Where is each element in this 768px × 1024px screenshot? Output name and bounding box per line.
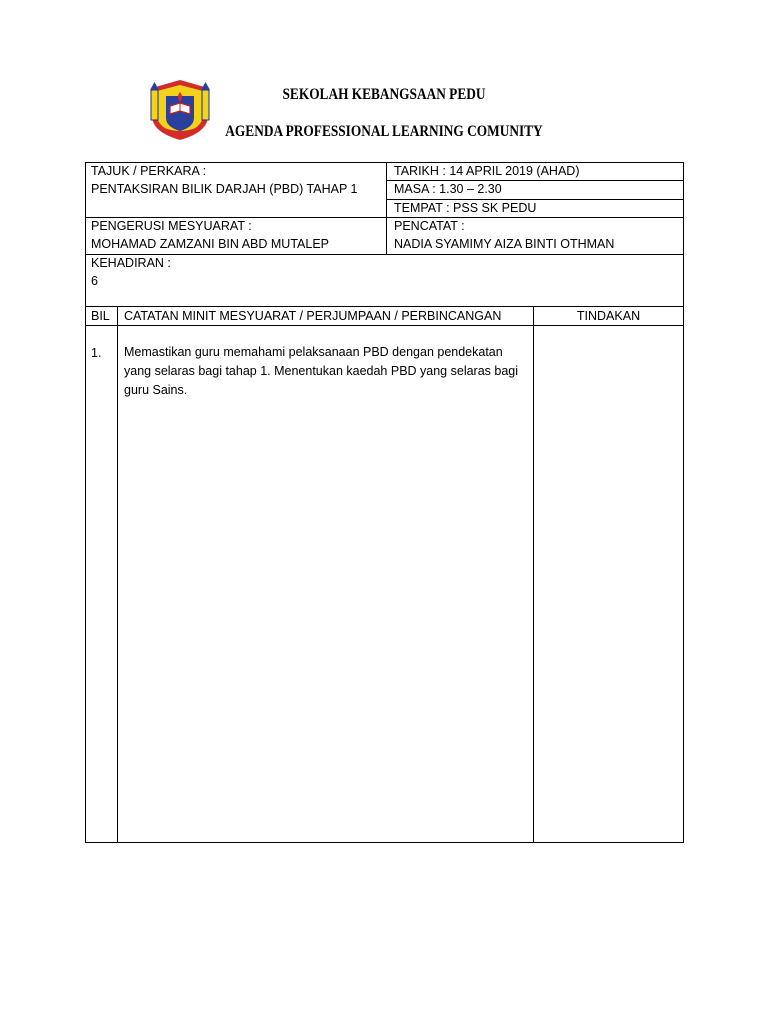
col-header-catatan: CATATAN MINIT MESYUARAT / PERJUMPAAN / PERBINCANGAN — [124, 309, 502, 323]
school-name: SEKOLAH KEBANGSAAN PEDU — [282, 86, 486, 103]
masa-field: MASA : 1.30 – 2.30 — [394, 182, 502, 196]
pencatat-value: NADIA SYAMIMY AIZA BINTI OTHMAN — [394, 237, 615, 251]
tajuk-value: PENTAKSIRAN BILIK DARJAH (PBD) TAHAP 1 — [91, 182, 358, 196]
kehadiran-value: 6 — [91, 274, 98, 288]
row-catatan: Memastikan guru memahami pelaksanaan PBD dengan pendekatan yang selaras bagi tahap 1. Menentukan kaedah PBD yang selaras bagi guru Sains. — [124, 345, 519, 397]
tajuk-label: TAJUK / PERKARA : — [91, 164, 207, 178]
tempat-field: TEMPAT : PSS SK PEDU — [394, 201, 537, 215]
row-bil: 1. — [91, 346, 102, 360]
pencatat-label: PENCATAT : — [394, 219, 465, 233]
col-header-bil: BIL — [91, 309, 110, 323]
agenda-title: AGENDA PROFESSIONAL LEARNING COMUNITY — [225, 123, 543, 140]
pengerusi-value: MOHAMAD ZAMZANI BIN ABD MUTALEP — [91, 237, 329, 251]
pengerusi-label: PENGERUSI MESYUARAT : — [91, 219, 252, 233]
col-header-tindakan: TINDAKAN — [576, 309, 641, 323]
tarikh-field: TARIKH : 14 APRIL 2019 (AHAD) — [394, 164, 580, 178]
kehadiran-label: KEHADIRAN : — [91, 256, 171, 270]
